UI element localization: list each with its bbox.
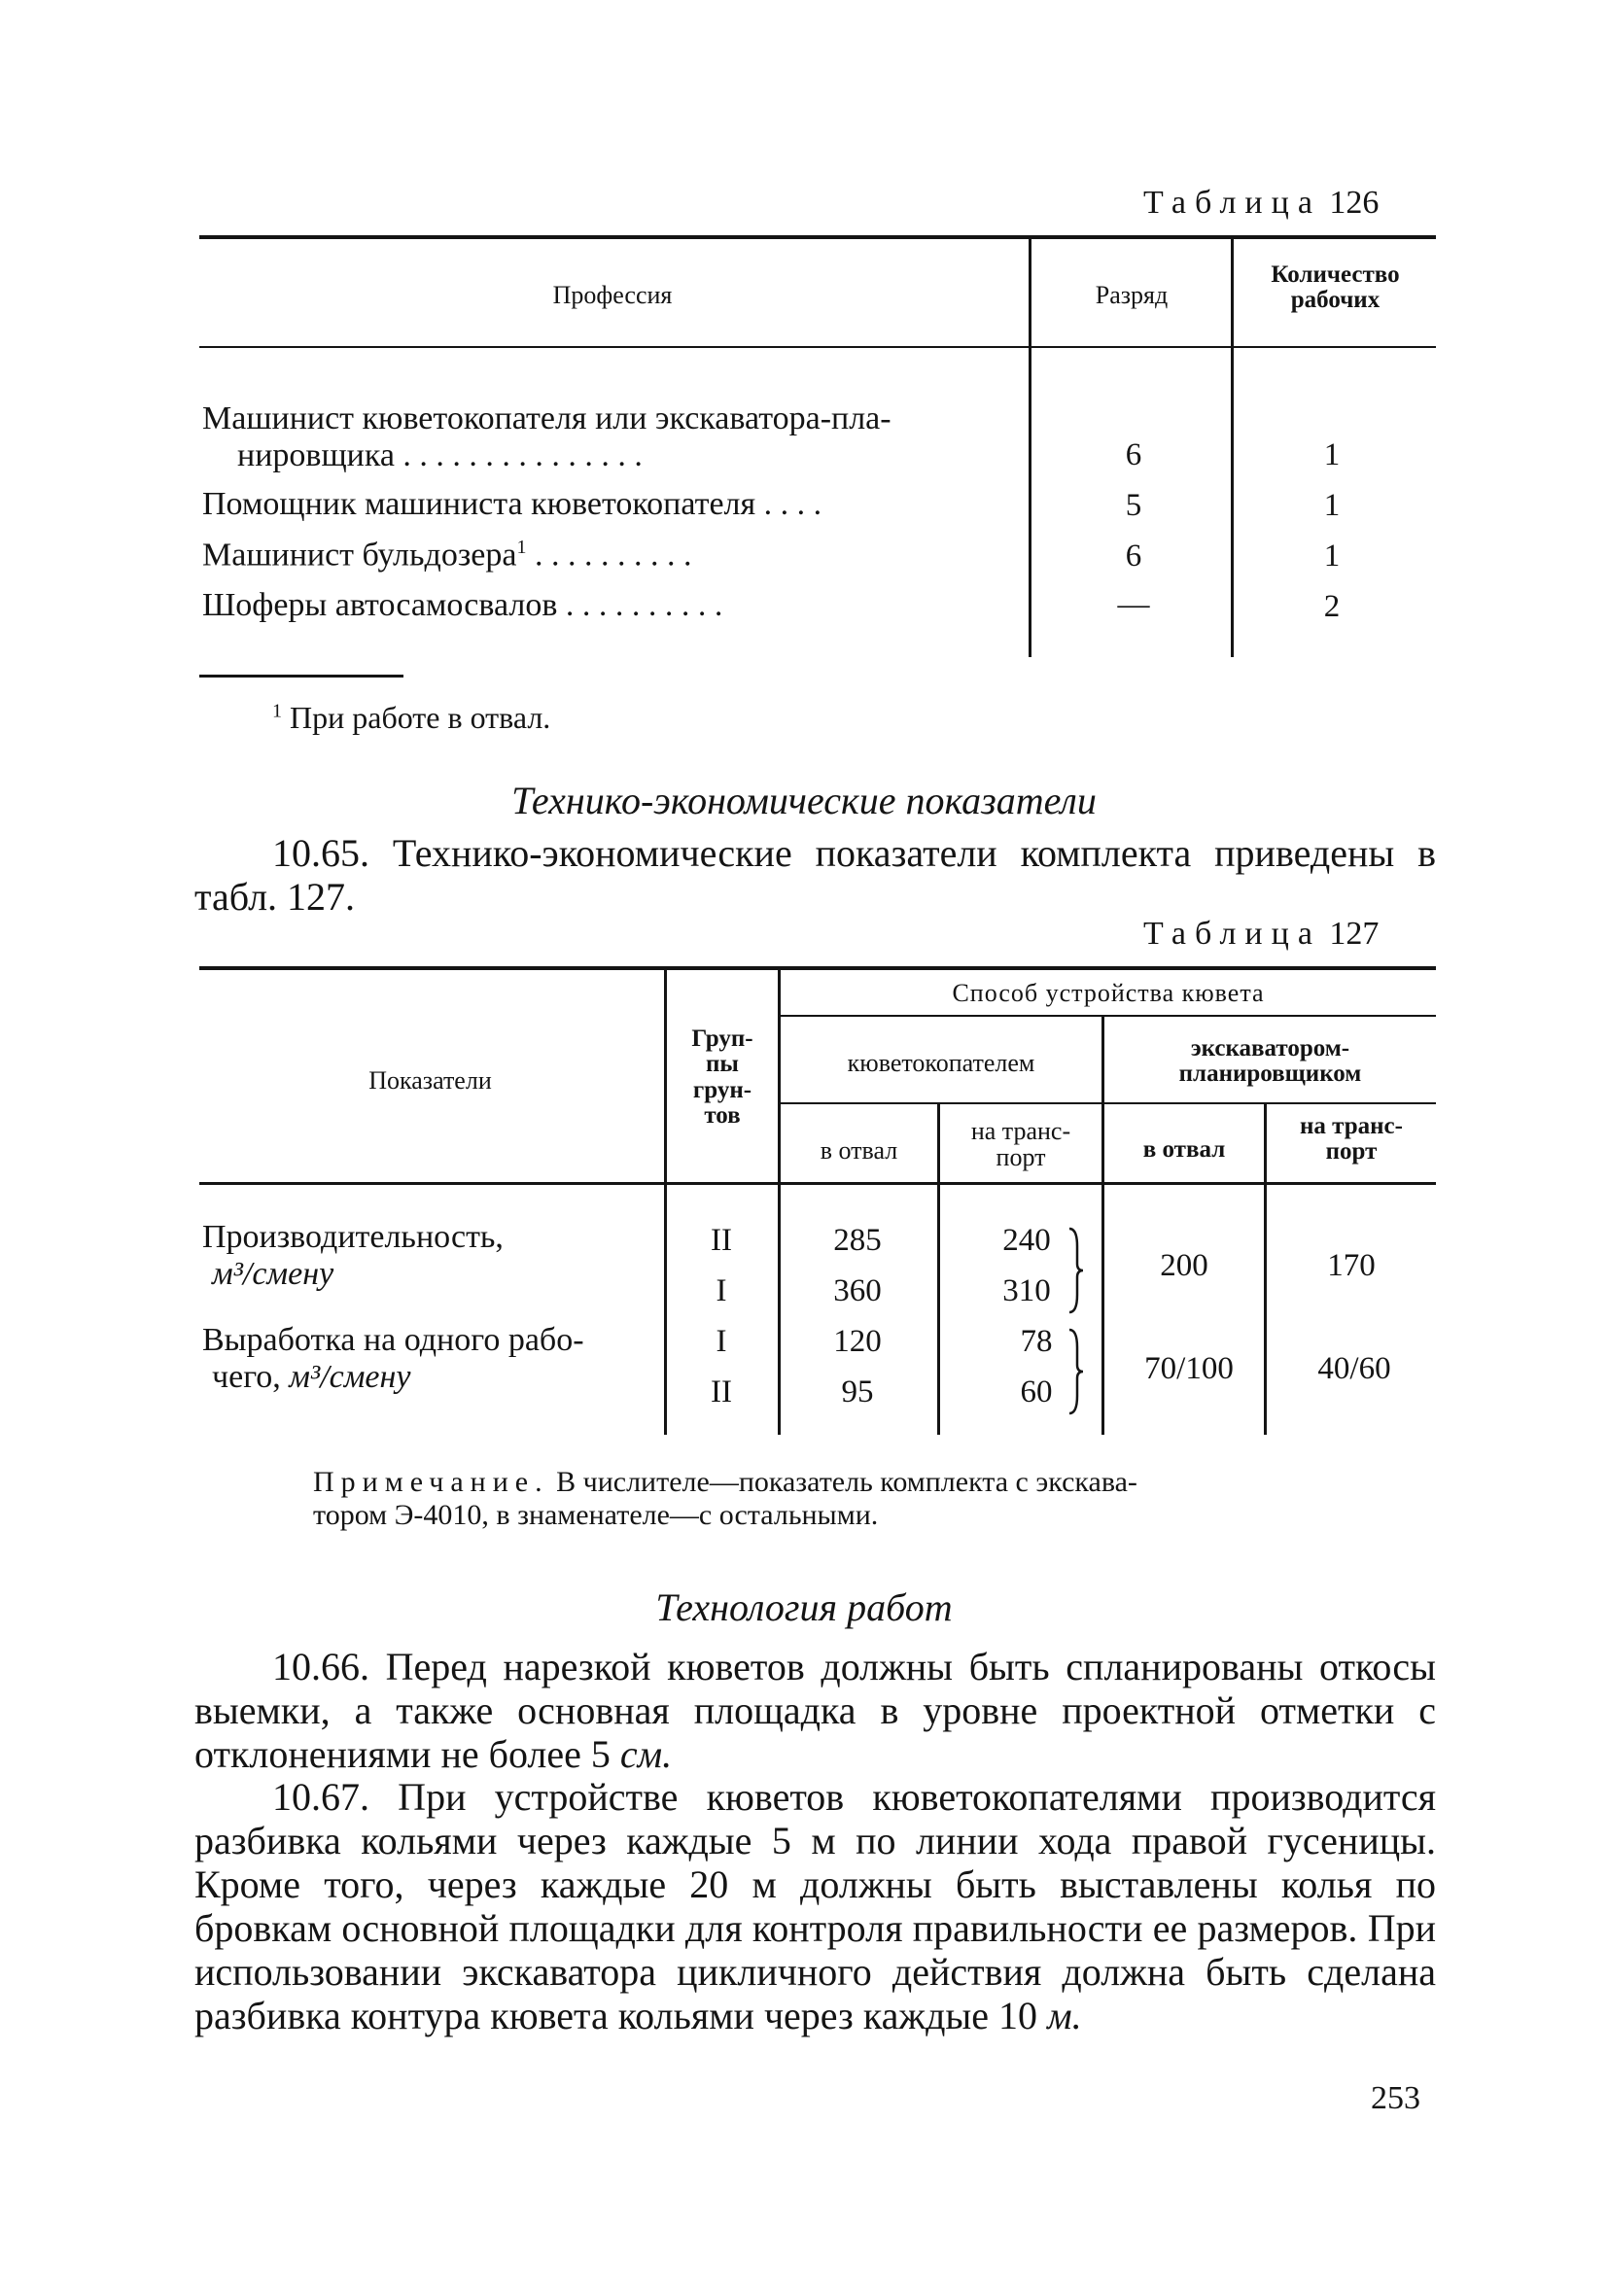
header-soil-groups <box>667 1026 778 1129</box>
header-excavator-line1: экскаватором- <box>1190 1035 1350 1061</box>
row-label-unit: м³/смену <box>289 1359 411 1395</box>
header-transport-line1: на транс- <box>1300 1113 1403 1139</box>
row-grade: — <box>1117 587 1150 622</box>
header-worker-count-line1: Количество <box>1271 261 1400 288</box>
paragraph-text: 10.67. При устройстве кюветов кюветокопателями производится разбивка кольями через каждые 5 м по линии хода правой гусеницы. Кроме того, через каждые 20 м должны быть выставлены колья по бровкам основной площадки для контроля правильности ее размеров. При использовании экскаватора цикличного действия должна быть сделана разбивка контура кювета кольями через каждые 10 <box>194 1775 1436 2037</box>
ditcher-dump-value: 285 <box>833 1223 882 1258</box>
brace <box>1067 1227 1085 1314</box>
header-method: Способ устройства кювета <box>952 979 1265 1007</box>
page-number: 253 <box>1371 2080 1420 2116</box>
paragraph-unit: м. <box>1047 1994 1082 2037</box>
row-grade: 6 <box>1125 539 1142 574</box>
header-excavator-dump: в отвал <box>1142 1136 1226 1163</box>
table-126-header-rule <box>199 346 1436 348</box>
header-soil-groups-line: пы <box>706 1051 739 1078</box>
method-rule <box>781 1015 1436 1017</box>
row-label-line2 <box>212 1359 584 1396</box>
footnote-ref: 1 <box>516 537 527 558</box>
row-label-unit: м³/смену <box>212 1256 334 1292</box>
header-transport-line2: порт <box>1325 1138 1378 1165</box>
excavator-transport-value: 40/60 <box>1317 1351 1391 1386</box>
header-ditcher-dump: в отвал <box>820 1136 898 1165</box>
header-grade: Разряд <box>1095 281 1169 309</box>
row-grade: 6 <box>1125 437 1142 472</box>
table-row: Шоферы автосамосвалов . . . . . . . . . . <box>202 587 723 623</box>
note-text: В числителе—показатель комплекта с экскава- <box>548 1466 1137 1498</box>
row-label-line1: Машинист кюветокопателя или экскаватора-пла- <box>202 400 891 436</box>
header-worker-count <box>1235 262 1436 314</box>
soil-group: I <box>716 1324 727 1359</box>
row-label-prefix: чего, <box>212 1359 290 1395</box>
section-heading-indicators: Технико-экономические показатели <box>511 779 1097 822</box>
ditcher-transport-value: 310 <box>1002 1273 1051 1308</box>
header-excavator-transport <box>1267 1114 1436 1165</box>
excavator-dump-value: 70/100 <box>1144 1351 1234 1386</box>
paragraph-10-67 <box>194 1775 1436 2037</box>
row-label-line1: Выработка на одного рабо- <box>202 1322 584 1358</box>
table-127-caption <box>1143 916 1379 953</box>
ditcher-dump-value: 95 <box>841 1374 874 1409</box>
table-126-col-divider-1 <box>1029 239 1031 657</box>
table-126-col-divider-2 <box>1231 239 1234 657</box>
table-row <box>202 537 691 574</box>
section-heading-technology: Технология работ <box>655 1585 953 1629</box>
footnote <box>272 700 550 736</box>
ditcher-transport-value: 240 <box>1002 1223 1051 1258</box>
ditcher-transport-value: 60 <box>1020 1374 1053 1409</box>
header-transport-line2: порт <box>996 1143 1046 1172</box>
header-ditcher-transport <box>940 1118 1101 1171</box>
table-127-top-rule <box>199 966 1436 970</box>
table-caption-number: 127 <box>1329 916 1380 952</box>
ditcher-dump-value: 360 <box>833 1273 882 1308</box>
table-row <box>202 400 891 474</box>
soil-group: II <box>711 1374 732 1409</box>
table-127-header-rule <box>199 1182 1436 1185</box>
paragraph-unit: см. <box>619 1732 673 1776</box>
note-line1 <box>313 1466 1137 1499</box>
row-count: 1 <box>1323 539 1341 574</box>
note-line2: тором Э-4010, в знаменателе—с остальными. <box>313 1499 879 1531</box>
table-127-note <box>313 1466 1137 1532</box>
paragraph-text: 10.66. Перед нарезкой кюветов должны быть спланированы откосы выемки, а также основная площадка в уровне проектной отметки с отклонениями не более 5 <box>194 1645 1436 1776</box>
ditcher-transport-value: 78 <box>1020 1324 1053 1359</box>
header-soil-groups-line: Груп- <box>691 1026 753 1052</box>
row-label-line1: Производительность, <box>202 1219 504 1255</box>
soil-group: I <box>716 1273 727 1308</box>
table-row-label <box>202 1219 504 1293</box>
row-count: 1 <box>1323 437 1341 472</box>
table-row-label <box>202 1322 584 1396</box>
header-worker-count-line2: рабочих <box>1290 287 1381 314</box>
brace <box>1067 1328 1085 1415</box>
paragraph-10-66 <box>194 1645 1436 1776</box>
paragraph-10-65: 10.65. Технико-экономические показатели комплекта приведены в табл. 127. <box>194 831 1436 919</box>
header-excavator-line2: планировщиком <box>1178 1061 1362 1088</box>
table-caption-word: Таблица <box>1143 916 1321 952</box>
excavator-dump-value: 200 <box>1160 1248 1208 1283</box>
note-label: Примечание. <box>313 1466 549 1498</box>
header-indicators: Показатели <box>368 1066 492 1095</box>
row-count: 1 <box>1323 488 1341 523</box>
table-126-caption <box>1143 185 1379 222</box>
header-ditcher: кюветокопателем <box>847 1049 1035 1077</box>
footnote-mark: 1 <box>272 700 282 722</box>
table-caption-number: 126 <box>1329 185 1380 221</box>
table-126-top-rule <box>199 235 1436 239</box>
ditcher-dump-value: 120 <box>833 1324 882 1359</box>
header-excavator <box>1104 1036 1436 1088</box>
footnote-text: При работе в отвал. <box>290 700 551 735</box>
table-127-col-divider <box>778 970 781 1435</box>
row-grade: 5 <box>1125 488 1142 523</box>
footnote-rule <box>199 675 403 678</box>
row-count: 2 <box>1323 589 1341 624</box>
soil-group: II <box>711 1223 732 1258</box>
row-dots: . . . . . . . . . . <box>526 537 692 574</box>
table-row: Помощник машиниста кюветокопателя . . . . <box>202 486 822 522</box>
header-transport-line1: на транс- <box>970 1117 1071 1145</box>
table-caption-word: Таблица <box>1143 185 1321 221</box>
excavator-transport-value: 170 <box>1327 1248 1376 1283</box>
header-profession: Профессия <box>552 281 673 309</box>
header-soil-groups-line: тов <box>704 1101 741 1129</box>
row-label: Машинист бульдозера <box>202 537 517 574</box>
row-label-line2: нировщика . . . . . . . . . . . . . . . <box>237 437 643 473</box>
header-soil-groups-line: грун- <box>692 1076 752 1103</box>
subgroup-rule <box>781 1102 1436 1104</box>
